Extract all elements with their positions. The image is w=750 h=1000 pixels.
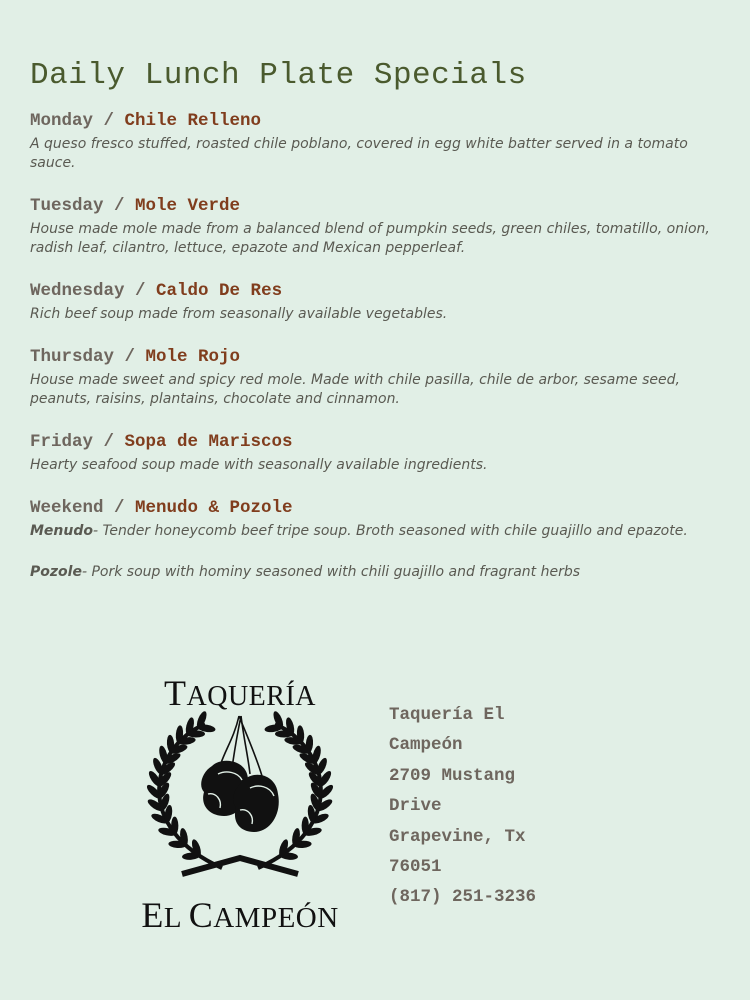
weekend-item-text: - Tender honeycomb beef tripe soup. Broth seasoned with chile guajillo and epazote. bbox=[93, 523, 688, 539]
special-dish: Mole Rojo bbox=[145, 347, 241, 367]
special-heading bbox=[30, 346, 730, 368]
special-monday bbox=[30, 110, 730, 173]
special-day: Thursday / bbox=[30, 347, 136, 367]
special-heading bbox=[30, 110, 730, 132]
restaurant-address bbox=[389, 700, 589, 913]
special-heading bbox=[30, 280, 730, 302]
weekend-item-name: Pozole bbox=[30, 564, 82, 580]
special-heading bbox=[30, 431, 730, 453]
special-dish: Chile Relleno bbox=[124, 111, 262, 131]
address-line: Grapevine, Tx bbox=[389, 826, 526, 847]
weekend-item-name: Menudo bbox=[30, 523, 93, 539]
special-wednesday bbox=[30, 280, 730, 324]
special-description: House made sweet and spicy red mole. Made with chile pasilla, chile de arbor, sesame seed, peanuts, raisins, plantains, chocolate and cinnamon. bbox=[30, 372, 680, 407]
special-dish: Caldo De Res bbox=[156, 281, 283, 301]
boxing-gloves-laurel-icon bbox=[130, 708, 350, 898]
logo-bottom-text: EL CAMPEÓN bbox=[141, 895, 339, 935]
special-dish: Sopa de Mariscos bbox=[124, 432, 293, 452]
special-day: Tuesday / bbox=[30, 196, 125, 216]
address-line: Drive bbox=[389, 796, 442, 817]
taqueria-logo bbox=[130, 672, 350, 935]
weekend-item-pozole bbox=[30, 563, 730, 582]
logo-top-text: TAQUERÍA bbox=[164, 673, 316, 713]
address-line: 76051 bbox=[389, 857, 442, 878]
special-description: Hearty seafood soup made with seasonally available ingredients. bbox=[30, 457, 488, 473]
phone-number: (817) 251-3236 bbox=[389, 887, 537, 908]
special-heading bbox=[30, 497, 730, 519]
special-dish: Mole Verde bbox=[135, 196, 241, 216]
address-line: Campeón bbox=[389, 735, 463, 756]
weekend-item-text: - Pork soup with hominy seasoned with chili guajillo and fragrant herbs bbox=[81, 564, 581, 580]
special-tuesday bbox=[30, 195, 730, 258]
special-dish: Menudo & Pozole bbox=[135, 498, 293, 518]
page-title: Daily Lunch Plate Specials bbox=[30, 58, 527, 93]
special-description: Rich beef soup made from seasonally available vegetables. bbox=[30, 306, 448, 322]
special-heading bbox=[30, 195, 730, 217]
special-day: Weekend / bbox=[30, 498, 125, 518]
special-description: A queso fresco stuffed, roasted chile poblano, covered in egg white batter served in a tomato sauce. bbox=[30, 136, 688, 171]
special-friday bbox=[30, 431, 730, 475]
special-day: Friday / bbox=[30, 432, 115, 452]
address-line: 2709 Mustang bbox=[389, 765, 516, 786]
weekend-item-menudo bbox=[30, 522, 730, 541]
special-thursday bbox=[30, 346, 730, 409]
address-line: Taquería El bbox=[389, 705, 505, 725]
special-weekend bbox=[30, 497, 730, 582]
specials-list bbox=[30, 110, 730, 604]
special-day: Wednesday / bbox=[30, 281, 146, 301]
special-day: Monday / bbox=[30, 111, 115, 131]
special-description: House made mole made from a balanced blend of pumpkin seeds, green chiles, tomatillo, onion, radish leaf, cilantro, lettuce, epazote and Mexican pepperleaf. bbox=[30, 221, 710, 256]
